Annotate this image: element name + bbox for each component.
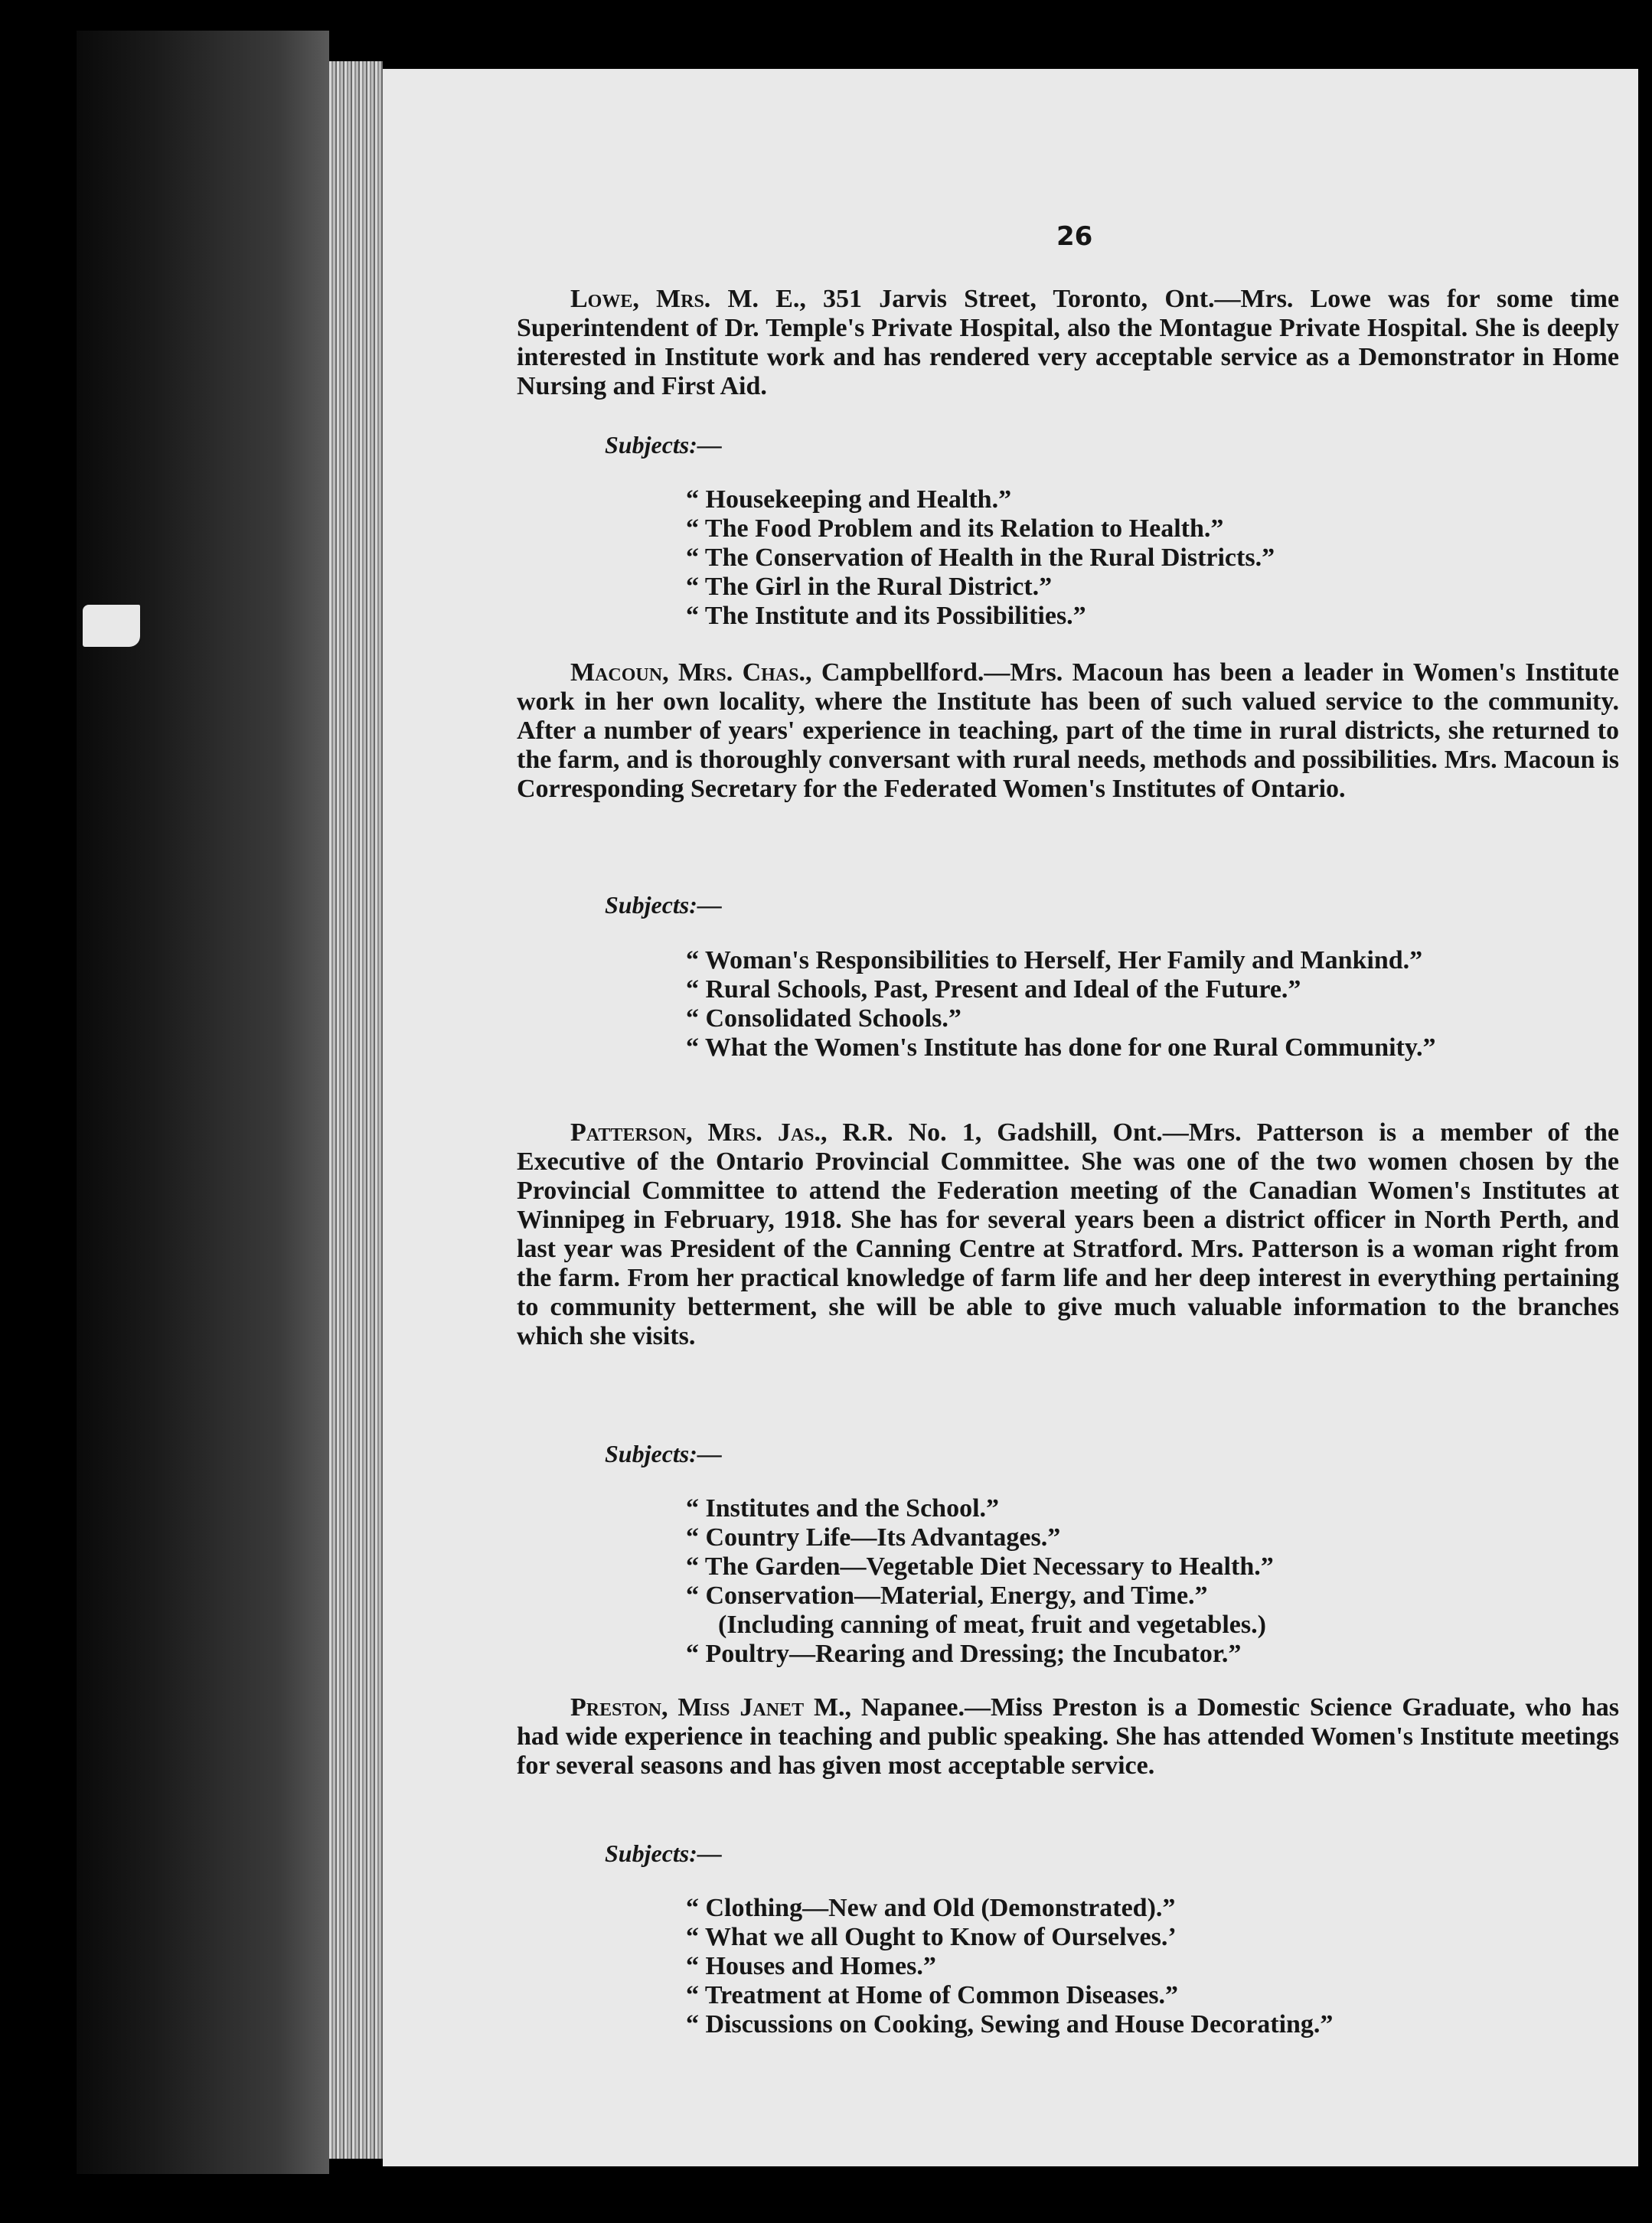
subjects-list-patterson — [686, 1494, 1628, 1669]
subjects-label: Subjects:— — [605, 431, 722, 459]
subject-item: “ Rural Schools, Past, Present and Ideal of the Future.” — [686, 975, 1301, 1004]
entry-macoun — [517, 658, 1619, 804]
subject-item: (Including canning of meat, fruit and vegetables.) — [718, 1611, 1266, 1639]
entry-paragraph — [517, 658, 1619, 804]
subjects-list-preston — [686, 1894, 1628, 2039]
entry-paragraph — [517, 1693, 1619, 1781]
subject-item: “ Consolidated Schools.” — [686, 1004, 961, 1033]
subject-item: “ Treatment at Home of Common Diseases.” — [686, 1981, 1179, 2009]
page-edges — [329, 61, 383, 2159]
subject-item: “ Houses and Homes.” — [686, 1952, 936, 1980]
subject-item: “ The Food Problem and its Relation to Health.” — [686, 514, 1224, 543]
page-number: 26 — [1056, 221, 1093, 252]
subject-item: “ Discussions on Cooking, Sewing and House Decorating.” — [686, 2010, 1334, 2039]
subjects-label: Subjects:— — [605, 1839, 722, 1867]
entry-name: Patterson, Mrs. Jas., — [570, 1118, 828, 1147]
book-spine — [77, 31, 329, 2174]
entry-name: Lowe, Mrs. M. E., — [570, 285, 806, 313]
subject-item: “ The Garden—Vegetable Diet Necessary to Health.” — [686, 1552, 1274, 1581]
subject-item: “ Institutes and the School.” — [686, 1494, 1000, 1523]
subjects-label: Subjects:— — [605, 1440, 722, 1467]
paper-tab — [83, 605, 140, 647]
entry-name: Preston, Miss Janet M., — [570, 1693, 852, 1722]
entry-lowe — [517, 285, 1619, 401]
subject-item: “ Housekeeping and Health.” — [686, 485, 1012, 514]
subject-item: “ Conservation—Material, Energy, and Time.” — [686, 1582, 1208, 1610]
subject-item: “ The Conservation of Health in the Rural Districts.” — [686, 544, 1275, 572]
entry-paragraph — [517, 1118, 1619, 1351]
entry-name: Macoun, Mrs. Chas., — [570, 658, 812, 687]
entry-body: Napanee.—Miss Preston is a Domestic Science Graduate, who has had wide experience in teaching and public speaking. She has attended Women's Institute meetings for several seasons and has given most acceptable service. — [517, 1693, 1619, 1780]
subject-item: “ The Girl in the Rural District.” — [686, 573, 1053, 601]
subjects-list-macoun — [686, 946, 1628, 1063]
entry-patterson — [517, 1118, 1619, 1351]
entry-body: R.R. No. 1, Gadshill, Ont.—Mrs. Patterson is a member of the Executive of the Ontario Provincial Committee. She was one of the two women chosen by the Provincial Committee to attend the Federation meeting of the Canadian Women's Institutes at Winnipeg in February, 1918. She has for several years been a district officer in North Perth, and last year was President of the Canning Centre at Stratford. Mrs. Patterson is a woman right from the farm. From her practical knowledge of farm life and her deep interest in everything pertaining to community betterment, she will be able to give much valuable information to the branches which she visits. — [517, 1118, 1619, 1350]
subject-item: “ What we all Ought to Know of Ourselves.’ — [686, 1923, 1177, 1951]
entry-body: 351 Jarvis Street, Toronto, Ont.—Mrs. Lowe was for some time Superintendent of Dr. Temple's Private Hospital, also the Montague Private Hospital. She is deeply interested in Institute work and has rendered very acceptable service as a Demonstrator in Home Nursing and First Aid. — [517, 285, 1619, 400]
subject-item: “ Woman's Responsibilities to Herself, Her Family and Mankind.” — [686, 946, 1423, 974]
entry-body: Campbellford.—Mrs. Macoun has been a leader in Women's Institute work in her own locality, where the Institute has been of such valued service to the community. After a number of years' experience in teaching, part of the time in rural districts, she returned to the farm, and is thoroughly conversant with rural needs, methods and possibilities. Mrs. Macoun is Corresponding Secretary for the Federated Women's Institutes of Ontario. — [517, 658, 1620, 803]
book-page — [383, 69, 1638, 2166]
subjects-list-lowe — [686, 485, 1628, 631]
entry-preston — [517, 1693, 1619, 1781]
entry-paragraph — [517, 285, 1619, 401]
subject-item: “ Clothing—New and Old (Demonstrated).” — [686, 1894, 1176, 1922]
subject-item: “ Country Life—Its Advantages.” — [686, 1523, 1061, 1552]
subject-item: “ Poultry—Rearing and Dressing; the Incubator.” — [686, 1640, 1242, 1668]
subject-item: “ The Institute and its Possibilities.” — [686, 602, 1086, 630]
subject-item: “ What the Women's Institute has done for one Rural Community.” — [686, 1033, 1436, 1062]
subjects-label: Subjects:— — [605, 891, 722, 919]
